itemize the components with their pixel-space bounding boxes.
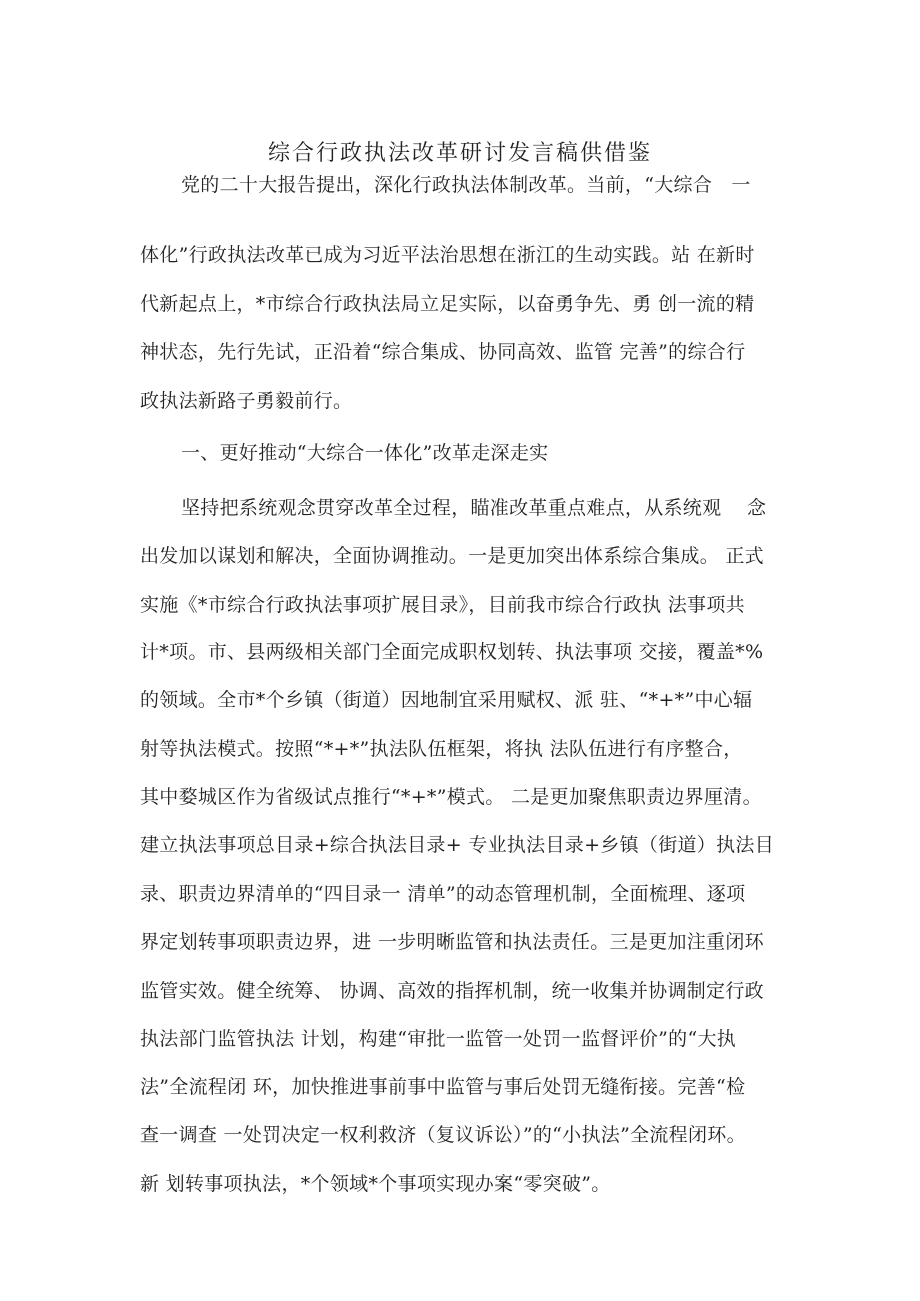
text-line: 计*项。市、县两级相关部门全面完成职权划转、执法事项 交接，覆盖*% <box>140 641 764 663</box>
text-line: 神状态，先行先试，正沿着“综合集成、协同高效、监管 完善”的综合行 <box>140 341 746 363</box>
document-title: 综合行政执法改革研讨发言稿供借鉴 <box>267 141 652 166</box>
text-line: 界定划转事项职责边界，进 一步明晰监管和执法责任。三是更加注重闭环 <box>140 931 764 953</box>
text-line: 录、职责边界清单的“四目录一 清单”的动态管理机制，全面梳理、逐项 <box>140 883 746 905</box>
text-line: 新 划转事项执法，*个领域*个事项实现办案“零突破”。 <box>140 1173 611 1195</box>
text-line: 射等执法模式。按照“*+*”执法队伍框架，将执 法队伍进行有序整合， <box>140 738 743 760</box>
text-line: 实施《*市综合行政执法事项扩展目录》，目前我市综合行政执 法事项共 <box>140 594 745 616</box>
text-line: 查一调查 一处罚决定一权利救济（复议诉讼）”的“小执法”全流程闭环。 <box>140 1124 746 1146</box>
text-line: 执法部门监管执法 计划，构建“审批一监管一处罚一监督评价”的“大执 <box>140 1028 737 1050</box>
text-line: 监管实效。健全统筹、 协调、高效的指挥机制，统一收集并协调制定行政 <box>140 980 764 1002</box>
text-line: 法”全流程闭 环，加快推进事前事中监管与事后处罚无缝衔接。完善“检 <box>140 1076 746 1098</box>
section-heading: 一、更好推动“大综合一体化”改革走深走实 <box>181 442 549 464</box>
text-line: 体化”行政执法改革已成为习近平法治思想在浙江的生动实践。站 在新时 <box>140 244 755 266</box>
text-line: 其中婺城区作为省级试点推行“*+*”模式。 二是更加聚焦职责边界厘清。 <box>140 786 762 808</box>
text-line: 建立执法事项总目录+综合执法目录+ 专业执法目录+乡镇（街道）执法目 <box>140 834 775 856</box>
text-line: 党的二十大报告提出，深化行政执法体制改革。当前，“大综合 一 <box>181 174 751 196</box>
text-line: 政执法新路子勇毅前行。 <box>140 390 353 412</box>
text-line: 的领域。全市*个乡镇（街道）因地制宜采用赋权、派 驻、“*+*”中心辐 <box>140 689 753 711</box>
text-line: 代新起点上，*市综合行政执法局立足实际，以奋勇争先、勇 创一流的精 <box>140 293 755 315</box>
text-line: 出发加以谋划和解决，全面协调推动。一是更加突出体系综合集成。 正式 <box>140 545 764 567</box>
text-line: 坚持把系统观念贯穿改革全过程，瞄准改革重点难点，从系统观 念 <box>181 497 767 519</box>
